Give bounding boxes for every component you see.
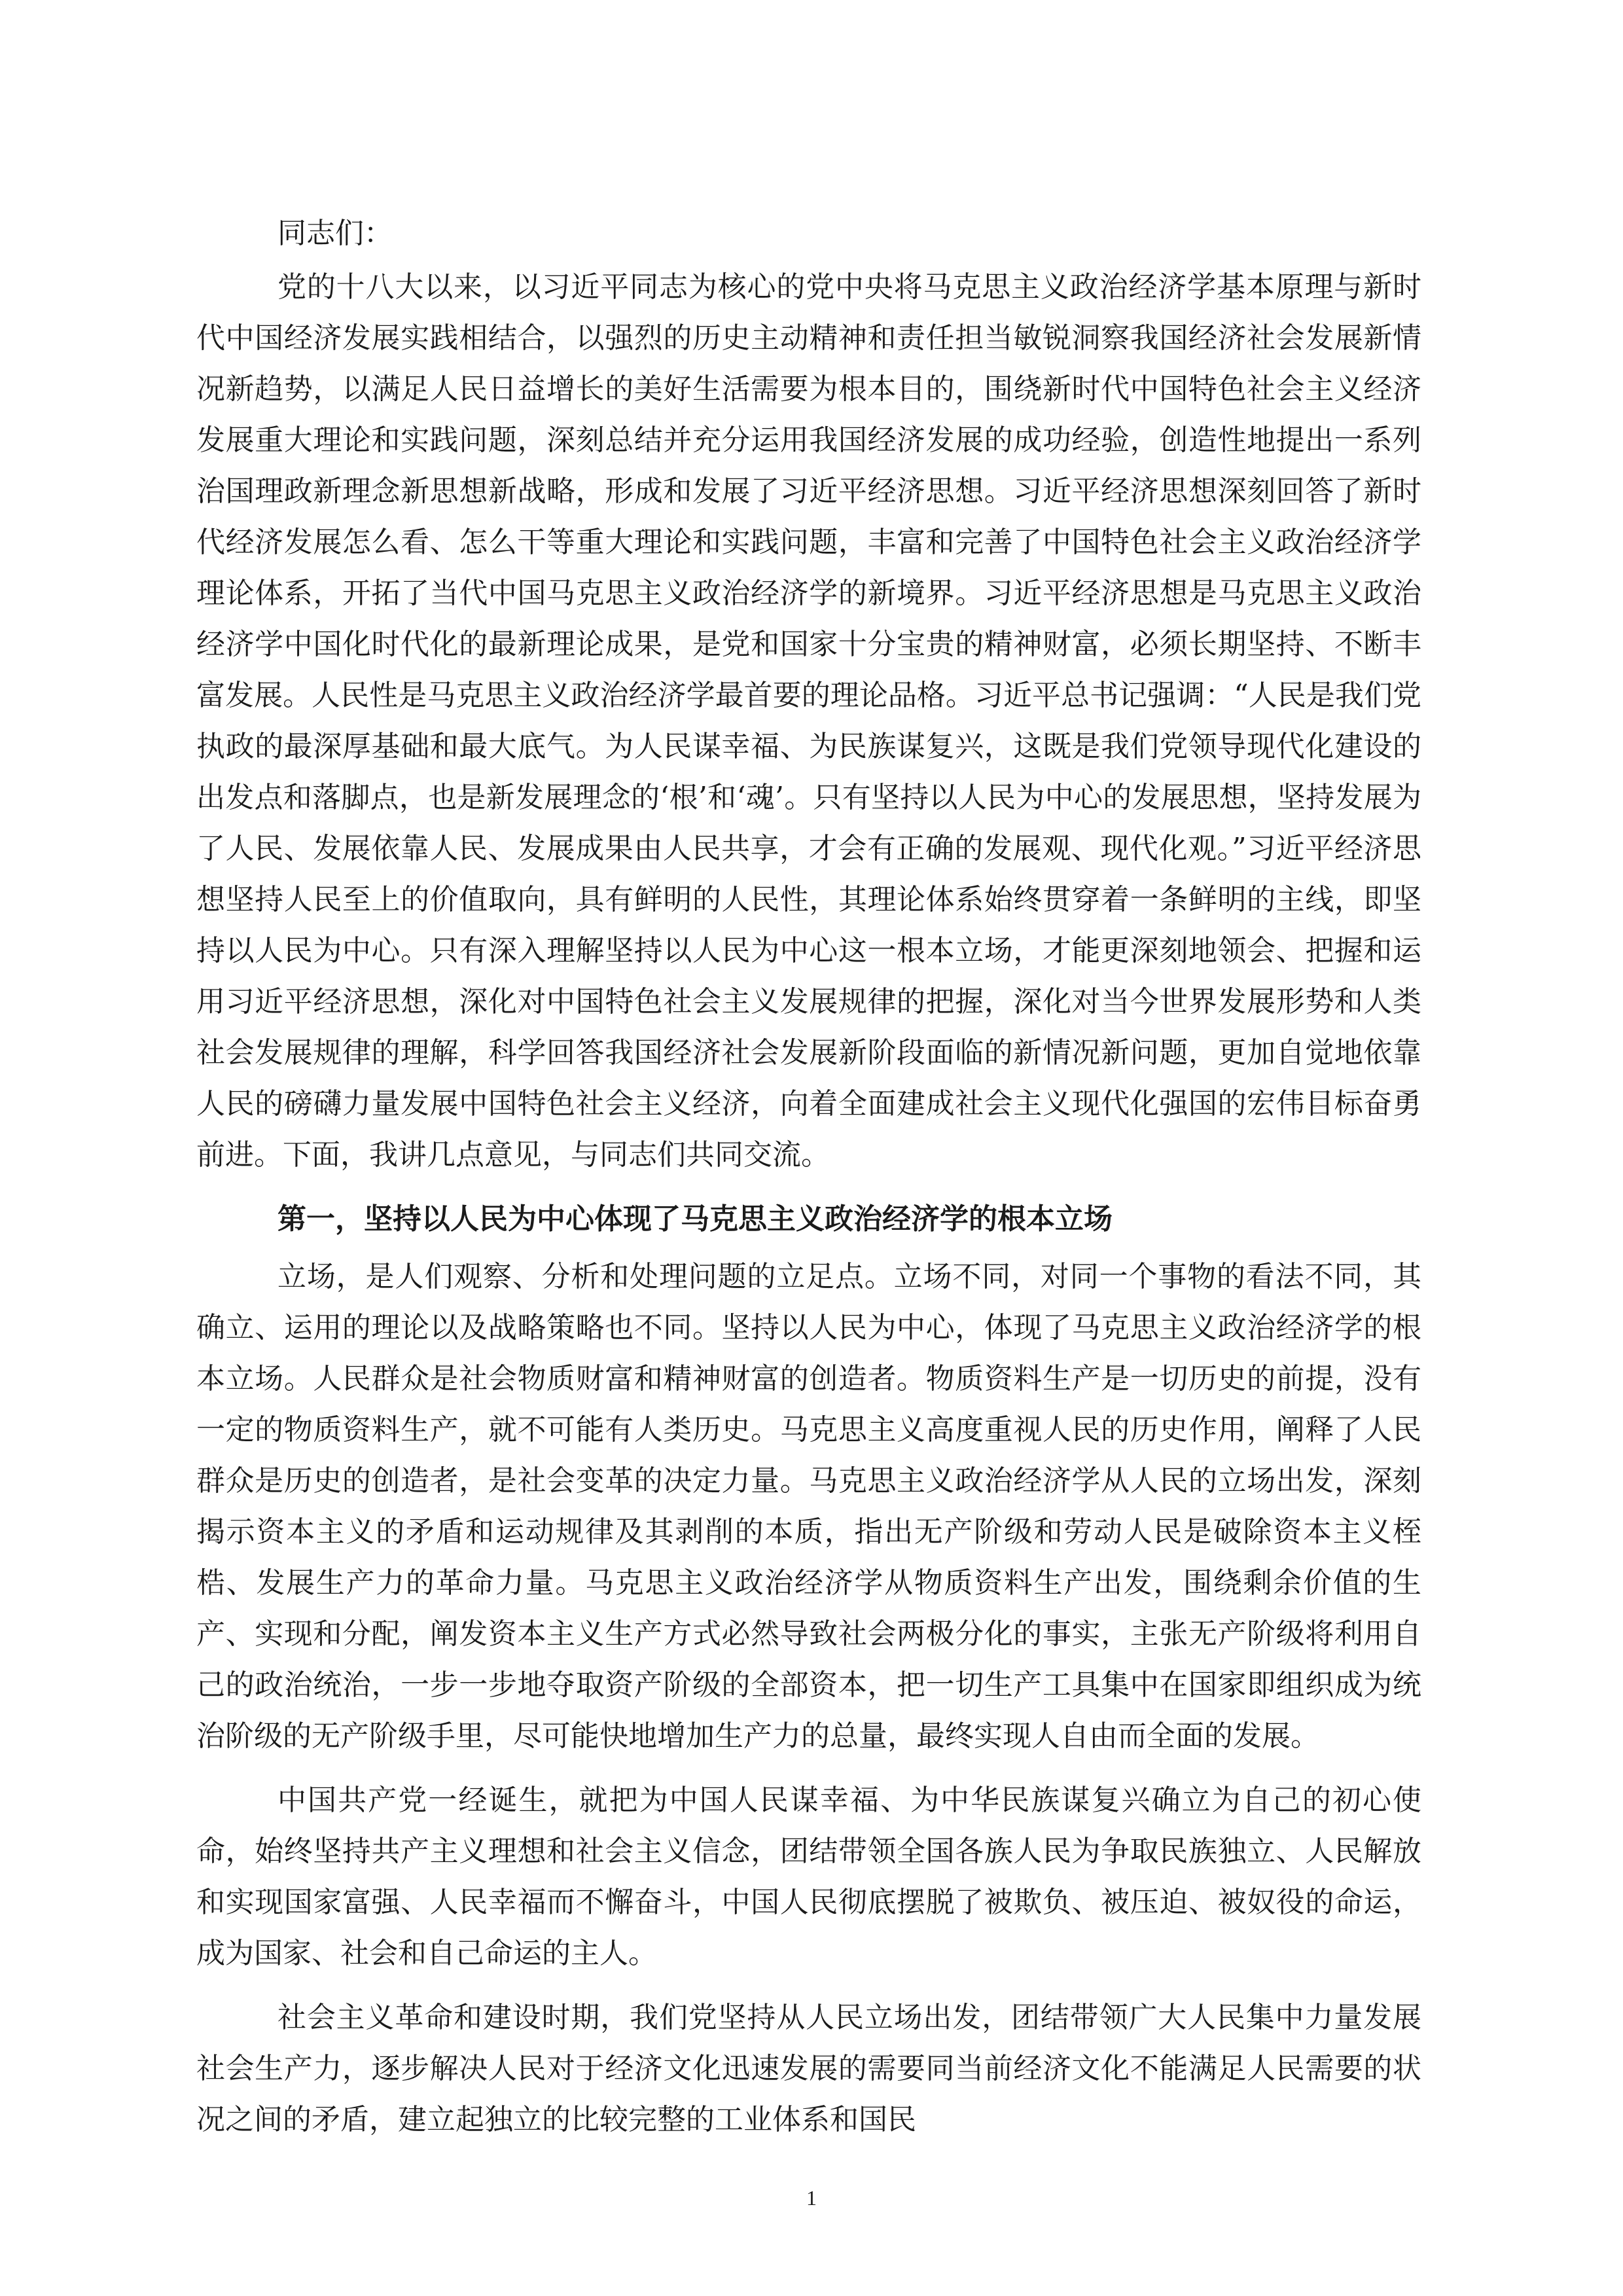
intro-paragraph: 党的十八大以来，以习近平同志为核心的党中央将马克思主义政治经济学基本原理与新时代中国经济发展实践相结合，以强烈的历史主动精神和责任担当敏锐洞察我国经济社会发展新情况新趋势，以满足人民日益增长的美好生活需要为根本目的，围绕新时代中国特色社会主义经济发展重大理论和实践问题，深刻总结并充分运用我国经济发展的成功经验，创造性地提出一系列治国理政新理念新思想新战略，形成和发展了习近平经济思想。习近平经济思想深刻回答了新时代经济发展怎么看、怎么干等重大理论和实践问题，丰富和完善了中国特色社会主义政治经济学理论体系，开拓了当代中国马克思主义政治经济学的新境界。习近平经济思想是马克思主义政治经济学中国化时代化的最新理论成果，是党和国家十分宝贵的精神财富，必须长期坚持、不断丰富发展。人民性是马克思主义政治经济学最首要的理论品格。习近平总书记强调：“人民是我们党执政的最深厚基础和最大底气。为人民谋幸福、为民族谋复兴，这既是我们党领导现代化建设的出发点和落脚点，也是新发展理念的‘根’和‘魂’。只有坚持以人民为中心的发展思想，坚持发展为了人民、发展依靠人民、发展成果由人民共享，才会有正确的发展观、现代化观。”习近平经济思想坚持人民至上的价值取向，具有鲜明的人民性，其理论体系始终贯穿着一条鲜明的主线，即坚持以人民为中心。只有深入理解坚持以人民为中心这一根本立场，才能更深刻地领会、把握和运用习近平经济思想，深化对中国特色社会主义发展规律的把握，深化对当今世界发展形势和人类社会发展规律的理解，科学回答我国经济社会发展新阶段面临的新情况新问题，更加自觉地依靠人民的磅礴力量发展中国特色社会主义经济，向着全面建成社会主义现代化强国的宏伟目标奋勇前进。下面，我讲几点意见，与同志们共同交流。 [196, 270, 1421, 1172]
document-body [196, 208, 1421, 2159]
section-heading: 第一，坚持以人民为中心体现了马克思主义政治经济学的根本立场 [277, 1202, 1113, 1236]
greeting: 同志们： [277, 217, 393, 250]
section-paragraph-1: 立场，是人们观察、分析和处理问题的立足点。立场不同，对同一个事物的看法不同，其确立、运用的理论以及战略策略也不同。坚持以人民为中心，体现了马克思主义政治经济学的根本立场。人民群众是社会物质财富和精神财富的创造者。物质资料生产是一切历史的前提，没有一定的物质资料生产，就不可能有人类历史。马克思主义高度重视人民的历史作用，阐释了人民群众是历史的创造者，是社会变革的决定力量。马克思主义政治经济学从人民的立场出发，深刻揭示资本主义的矛盾和运动规律及其剥削的本质，指出无产阶级和劳动人民是破除资本主义桎梏、发展生产力的革命力量。马克思主义政治经济学从物质资料生产出发，围绕剩余价值的生产、实现和分配，阐发资本主义生产方式必然导致社会两极分化的事实，主张无产阶级将利用自己的政治统治，一步一步地夺取资产阶级的全部资本，把一切生产工具集中在国家即组织成为统治阶级的无产阶级手里，尽可能快地增加生产力的总量，最终实现人自由而全面的发展。 [196, 1260, 1421, 1753]
section-paragraph-2: 中国共产党一经诞生，就把为中国人民谋幸福、为中华民族谋复兴确立为自己的初心使命，始终坚持共产主义理想和社会主义信念，团结带领全国各族人民为争取民族独立、人民解放和实现国家富强、人民幸福而不懈奋斗，中国人民彻底摆脱了被欺负、被压迫、被奴役的命运，成为国家、社会和自己命运的主人。 [196, 1784, 1421, 1970]
section-paragraph-3: 社会主义革命和建设时期，我们党坚持从人民立场出发，团结带领广大人民集中力量发展社会生产力，逐步解决人民对于经济文化迅速发展的需要同当前经济文化不能满足人民需要的状况之间的矛盾，建立起独立的比较完整的工业体系和国民 [196, 2001, 1421, 2136]
page-number: 1 [806, 2186, 817, 2210]
